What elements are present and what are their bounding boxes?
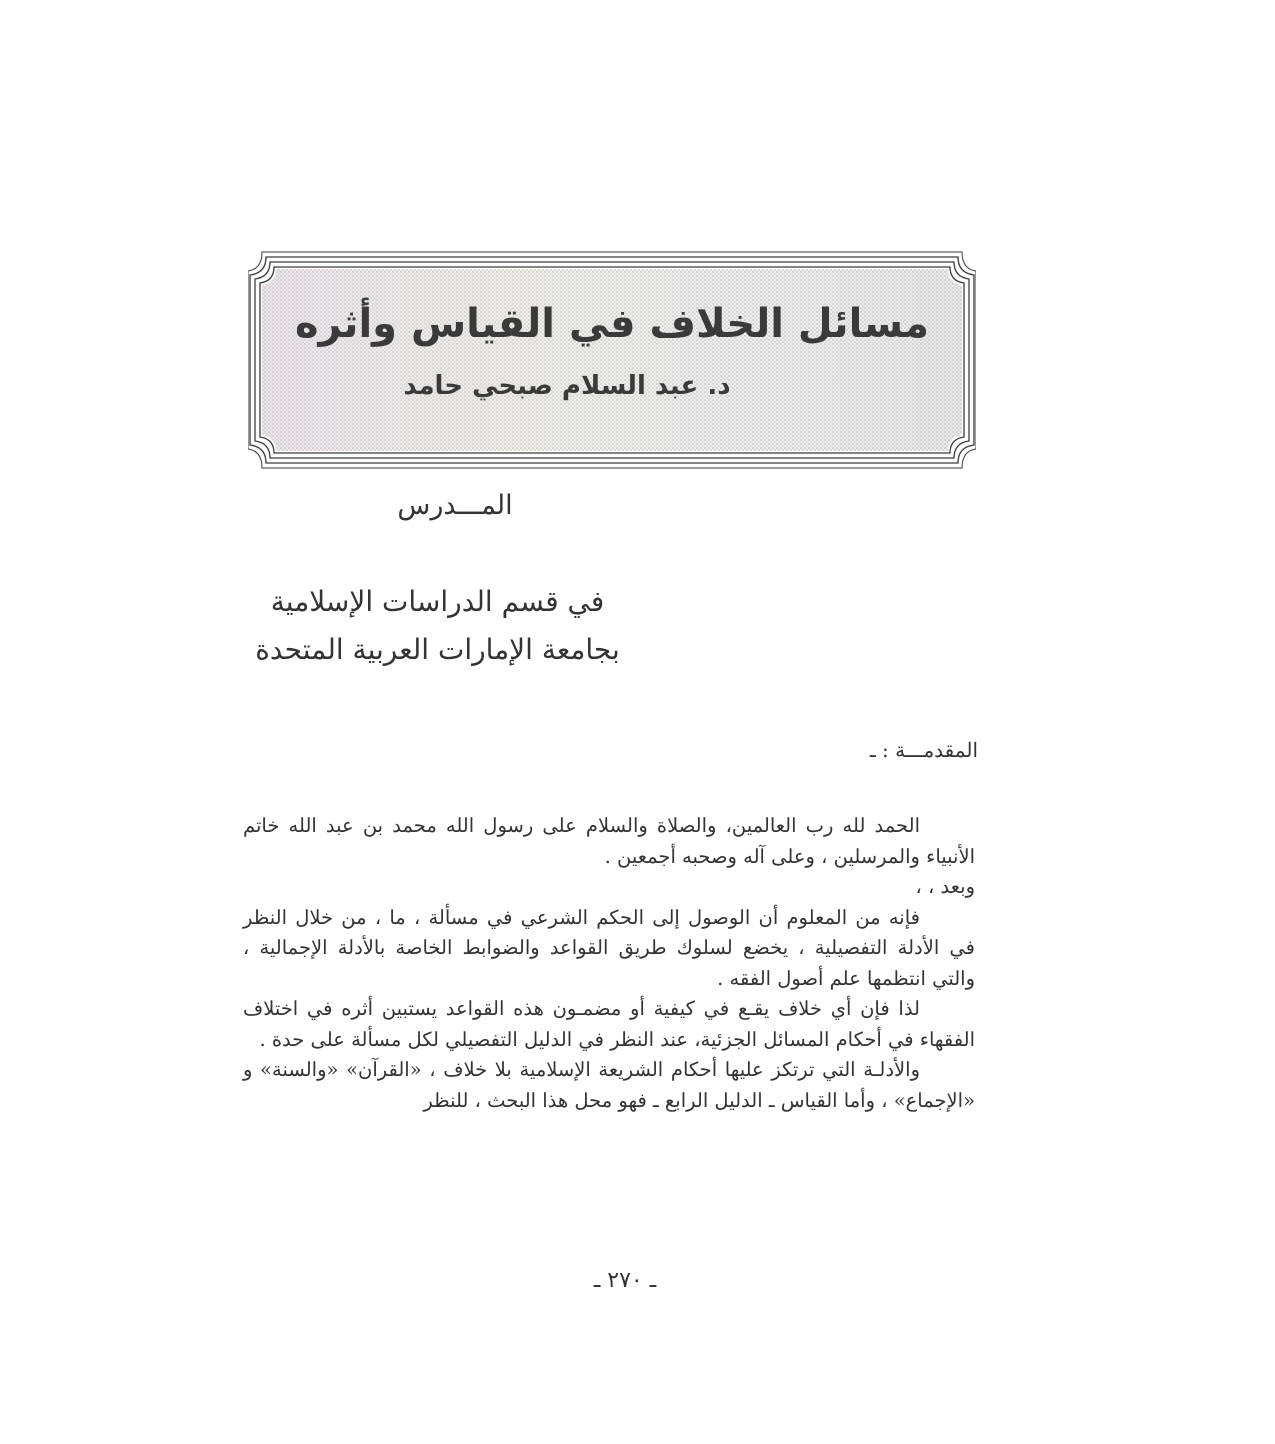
section-heading: المقدمـــة : ـ [869,738,978,762]
paragraph: فإنه من المعلوم أن الوصول إلى الحكم الشرعي في مسألة ، ما ، من خلال النظر في الأدلة التفصيلية ، يخضع لسلوك طريق القواعد والضوابط الخاصة بالأدلة الإجمالية ، والتي انتظمها علم أصول الفقه . [243,905,975,990]
author-name: د. عبد السلام صبحي حامد [403,371,731,401]
affiliation-university: بجامعة الإمارات العربية المتحدة [255,633,620,666]
affiliation-department: في قسم الدراسات الإسلامية [270,585,605,618]
author-role: المـــدرس [397,490,513,521]
page-number: ـ ٢٧٠ ـ [593,1268,657,1293]
paragraph: وبعد ، ، [915,875,975,898]
ornamental-border-icon [248,243,976,476]
article-title: مسائل الخلاف في القياس وأثره [294,301,930,347]
paragraph: والأدلـة التي ترتكز عليها أحكام الشريعة الإسلامية بلا خلاف ، «القرآن» «والسنة» و «الإجماع» ، وأما القياس ـ الدليل الرابع ـ فهو محل هذا البحث ، للنظر [243,1058,975,1112]
author-affiliation [240,578,635,674]
paragraph: الحمد لله رب العالمين، والصلاة والسلام على رسول الله محمد بن عبد الله خاتم الأنبياء والمرسلين ، وعلى آله وصحبه أجمعين . [243,814,975,868]
paragraph: لذا فإن أي خلاف يقـع في كيفية أو مضمـون هذه القواعد يستبين أثره في اختلاف الفقهاء في أحكام المسائل الجزئية، عند النظر في الدليل التفصيلي لكل مسألة على حدة . [243,997,975,1051]
body-text [243,811,975,1116]
title-frame [248,243,976,476]
